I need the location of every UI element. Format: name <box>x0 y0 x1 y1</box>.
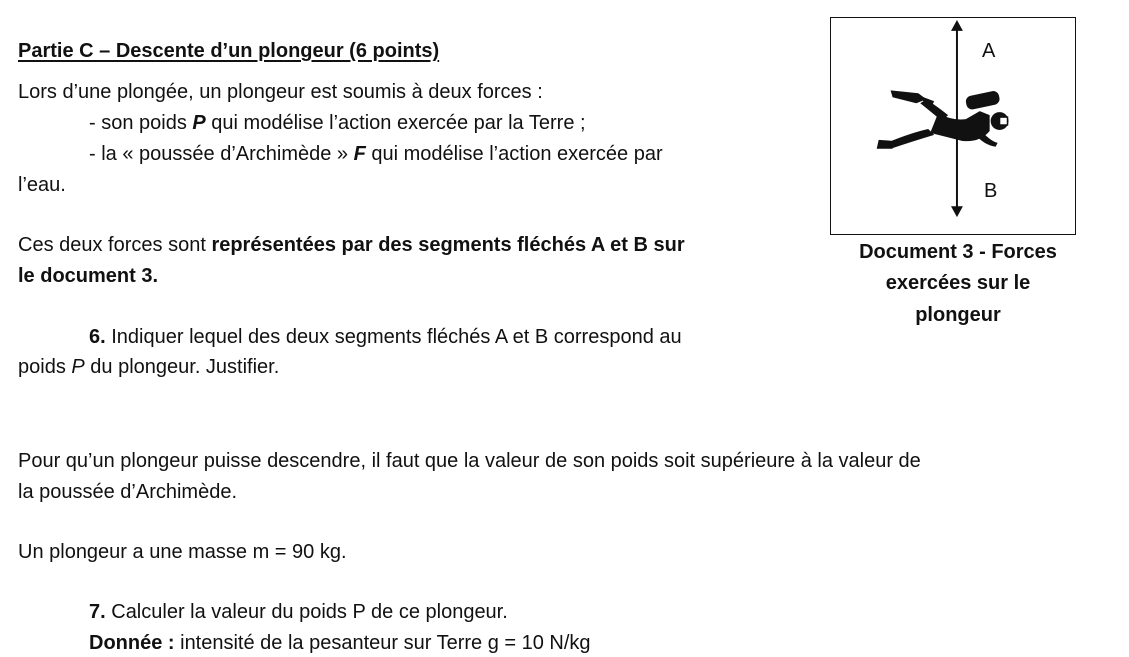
given-text: intensité de la pesanteur sur Terre g = 10 N/kg <box>174 632 591 654</box>
force-item-archimedes-prefix: - la « poussée d’Archimède » <box>89 143 354 165</box>
label-a: A <box>982 40 996 62</box>
representation-line-1 <box>18 233 685 257</box>
representation-bold: représentées par des segments fléchés A et B sur <box>211 234 685 256</box>
weight-symbol: P <box>192 112 206 134</box>
document-3-figure <box>830 17 1076 235</box>
representation-line-2: le document 3. <box>18 265 159 287</box>
question-6-line-2 <box>18 355 279 379</box>
question-6-line-1 <box>89 325 682 349</box>
question-7-number: 7. <box>89 601 106 623</box>
representation-prefix: Ces deux forces sont <box>18 234 212 256</box>
question-6-line-2-prefix: poids <box>18 356 72 378</box>
scuba-diver-icon <box>877 90 1009 149</box>
mass-statement: Un plongeur a une masse m = 90 kg. <box>18 541 347 563</box>
force-item-archimedes-continuation: l’eau. <box>18 174 66 196</box>
section-title: Partie C – Descente d’un plongeur (6 points) <box>18 40 440 62</box>
figure-caption-line-2: exercées sur le <box>885 272 1031 294</box>
question-7-text: Calculer la valeur du poids P de ce plongeur. <box>105 601 508 623</box>
question-6-line-2-suffix: du plongeur. Justifier. <box>84 356 280 378</box>
given-data <box>89 631 591 655</box>
force-item-archimedes <box>89 142 663 166</box>
figure-caption-line-1: Document 3 - Forces <box>859 241 1057 263</box>
descent-paragraph-line-1: Pour qu’un plongeur puisse descendre, il faut que la valeur de son poids soit supérieure à la valeur de <box>18 450 921 472</box>
question-7 <box>89 600 508 624</box>
arrowhead-down-icon <box>951 206 963 217</box>
force-item-weight-suffix: qui modélise l’action exercée par la Terre ; <box>205 112 586 134</box>
question-6-weight-symbol: P <box>71 356 85 378</box>
arrowhead-up-icon <box>951 20 963 31</box>
archimedes-symbol: F <box>353 143 366 165</box>
intro-line: Lors d’une plongée, un plongeur est soumis à deux forces : <box>18 81 543 103</box>
force-item-archimedes-suffix: qui modélise l’action exercée par <box>365 143 663 165</box>
question-6-text: Indiquer lequel des deux segments fléchés A et B correspond au <box>105 326 682 348</box>
forces-diagram <box>831 18 1075 234</box>
descent-paragraph-line-2: la poussée d’Archimède. <box>18 481 238 503</box>
question-6-number: 6. <box>89 326 106 348</box>
label-b: B <box>984 180 998 202</box>
force-item-weight <box>89 111 586 135</box>
force-item-weight-prefix: - son poids <box>89 112 193 134</box>
figure-caption-line-3: plongeur <box>915 304 1001 326</box>
given-label: Donnée : <box>89 632 175 654</box>
